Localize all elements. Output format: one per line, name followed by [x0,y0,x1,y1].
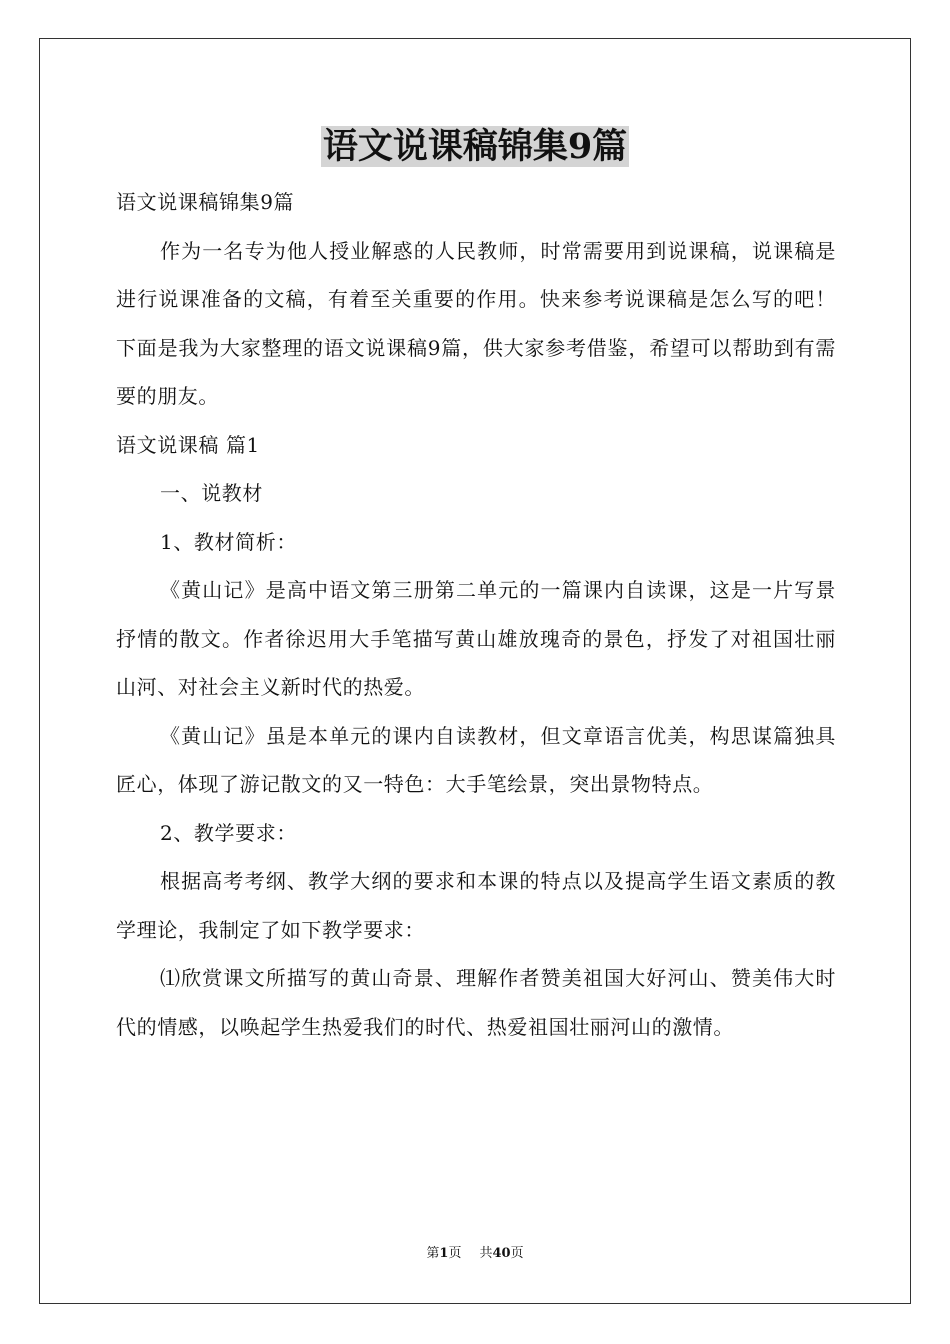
document-title [0,122,950,172]
paragraph: ⑴欣赏课文所描写的黄山奇景、理解作者赞美祖国大好河山、赞美伟大时代的情感，以唤起学生热爱我们的时代、热爱祖国壮丽河山的激情。 [116,966,836,1039]
paragraph: 一、说教材 [160,481,263,505]
page-footer [0,1245,950,1263]
paragraph: 《黄山记》虽是本单元的课内自读教材，但文章语言优美，构思谋篇独具匠心，体现了游记散文的又一特色：大手笔绘景，突出景物特点。 [116,723,836,796]
paragraph: 根据高考考纲、教学大纲的要求和本课的特点以及提高学生语文素质的教学理论，我制定了如下教学要求： [116,869,836,942]
footer-total-suffix: 页 [510,1246,524,1261]
paragraph: 2、教学要求： [160,820,297,845]
paragraph: 《黄山记》是高中语文第三册第二单元的一篇课内自读课，这是一片写景抒情的散文。作者徐迟用大手笔描写黄山雄放瑰奇的景色，抒发了对祖国壮丽山河、对社会主义新时代的热爱。 [116,578,836,699]
footer-page-current: 1 [439,1246,449,1261]
paragraph: 作为一名专为他人授业解惑的人民教师，时常需要用到说课稿，说课稿是进行说课准备的文稿，有着至关重要的作用。快来参考说课稿是怎么写的吧！下面是我为大家整理的语文说课稿9篇，供大家参考借鉴，希望可以帮助到有需要的朋友。 [116,238,836,408]
footer-total-prefix: 共 [479,1246,493,1261]
document-title-text: 语文说课稿锦集9篇 [322,126,628,167]
document-body [116,178,836,1051]
paragraph: 语文说课稿锦集9篇 [116,190,295,214]
paragraph: 语文说课稿 篇1 [116,432,260,457]
footer-page-suffix: 页 [448,1246,462,1261]
footer-page-total: 40 [492,1246,511,1261]
footer-page-prefix: 第 [426,1246,440,1261]
paragraph: 1、教材简析： [160,529,297,554]
